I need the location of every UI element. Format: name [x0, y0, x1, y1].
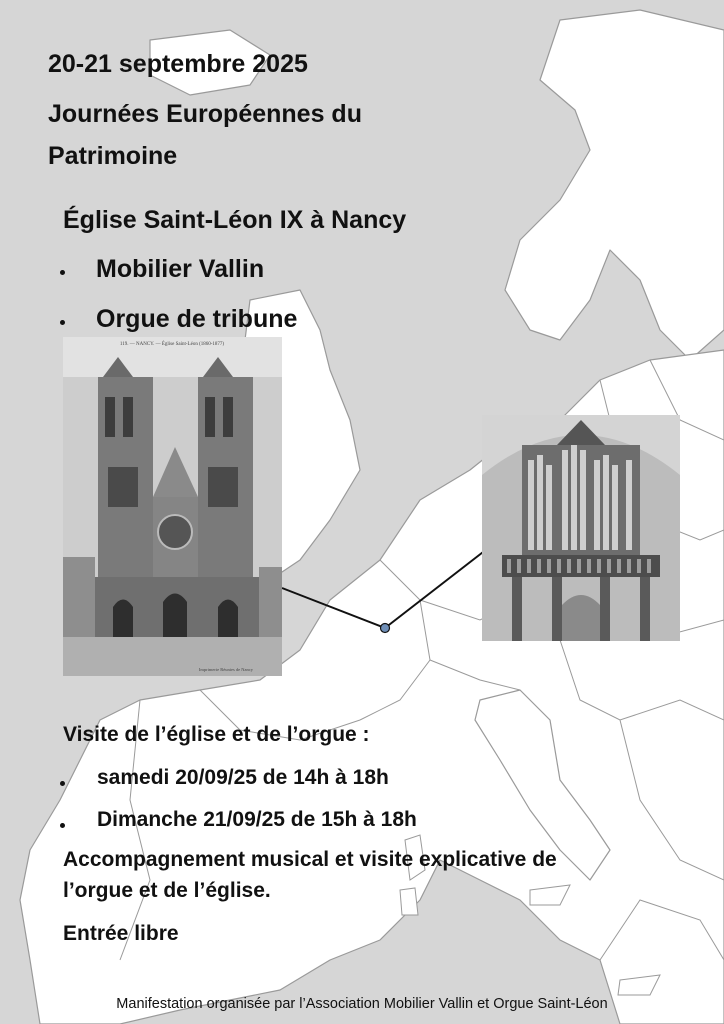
event-date: 20-21 septembre 2025 — [48, 50, 308, 78]
description-line2: l’orgue et de l’église. — [63, 879, 271, 902]
event-title-line2: Patrimoine — [48, 142, 178, 170]
schedule-date-item: samedi 20/09/25 de 14h à 18h — [97, 766, 389, 789]
organ-photo — [482, 415, 680, 641]
nancy-marker — [381, 624, 390, 633]
highlight-item: Orgue de tribune — [96, 305, 298, 333]
bullet-icon — [60, 320, 65, 325]
church-name: Église Saint-Léon IX à Nancy — [63, 206, 407, 234]
church-photo-publisher: Imprimerie Réunies de Nancy — [198, 667, 253, 672]
bullet-icon — [60, 823, 65, 828]
church-photo — [63, 337, 282, 676]
description-line1: Accompagnement musical et visite explicative de — [63, 848, 557, 871]
highlight-item: Mobilier Vallin — [96, 255, 265, 283]
organizer-note: Manifestation organisée par l’Association Mobilier Vallin et Orgue Saint-Léon — [116, 995, 608, 1012]
schedule-date-item: Dimanche 21/09/25 de 15h à 18h — [97, 808, 417, 831]
church-photo-caption: 119. — NANCY. — Église Saint-Léon (1860-1877) — [119, 342, 225, 347]
admission-text: Entrée libre — [63, 922, 179, 945]
bullet-icon — [60, 781, 65, 786]
event-title-line1: Journées Européennes du — [48, 100, 362, 128]
bullet-icon — [60, 270, 65, 275]
schedule-title: Visite de l’église et de l’orgue : — [63, 723, 370, 746]
